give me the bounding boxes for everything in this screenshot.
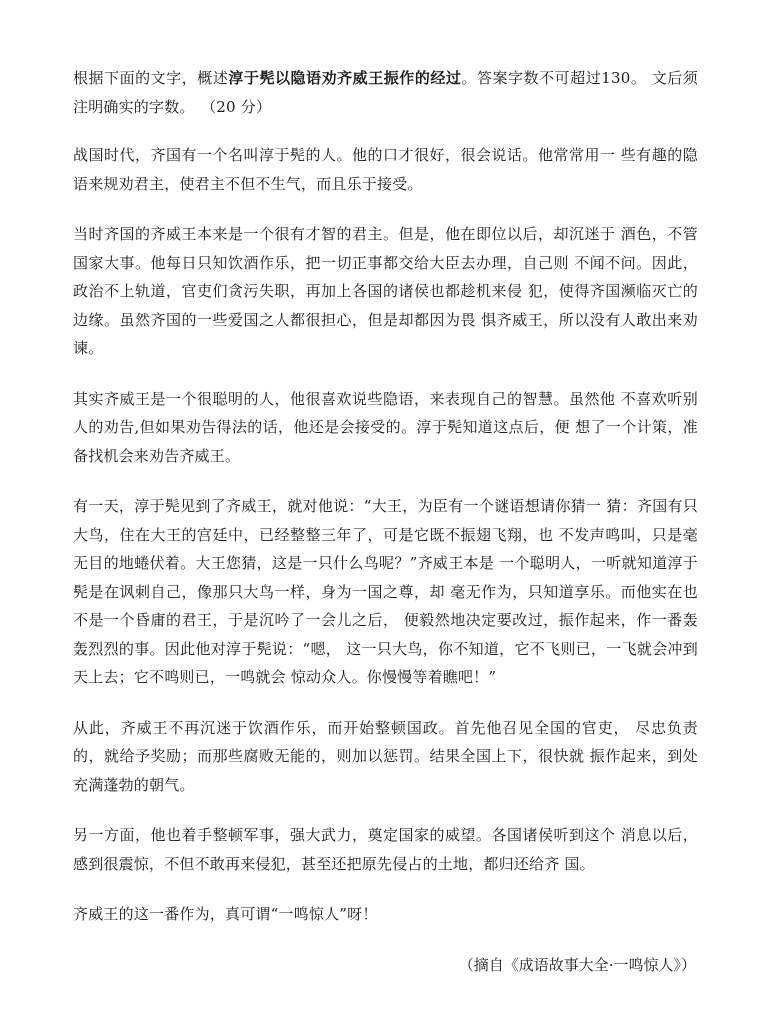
question-prefix: 根据下面的文字，概述: [73, 69, 229, 87]
story-paragraph-6: 另一方面，他也着手整顿军事，强大武力，奠定国家的威望。各国诸侯听到这个 消息以后，感到很震惊，不但不敢再来侵犯，甚至还把原先侵占的土地，都归还给齐 国。: [73, 826, 698, 873]
question-emphasis: 淳于髡以隐语劝齐威王振作的经过: [228, 69, 462, 87]
question-prompt: [73, 64, 698, 121]
story-paragraph-2: 当时齐国的齐威王本来是一个很有才智的君主。但是，他在即位以后，却沉迷于 酒色，不管国家大事。他每日只知饮酒作乐，把一切正事都交给大臣去办理，自己则 不闻不问。因此，政治不上轨道，官吏们贪污失职，再加上各国的诸侯也都趁机来侵 犯，使得齐国濒临灭亡的边缘。虽然齐国的一些爱国之人都很担心，但是却都因为畏 惧齐威王，所以没有人敢出来劝谏。: [73, 225, 698, 357]
story-paragraph-1: 战国时代，齐国有一个名叫淳于髡的人。他的口才很好，很会说话。他常常用一 些有趣的隐语来规劝君主，使君主不但不生气，而且乐于接受。: [73, 146, 698, 193]
question-score: （20 分）: [208, 97, 272, 116]
story-paragraph-4: 有一天，淳于髡见到了齐威王，就对他说：“大王，为臣有一个谜语想请你猜一 猜：齐国有只大鸟，住在大王的宫廷中，已经整整三年了，可是它既不振翅飞翔，也 不发声鸣叫，只是毫无目的地蜷伏着。大王您猜，这是一只什么鸟呢？”齐威王本是 一个聪明人，一听就知道淳于髡是在讽刺自己，像那只大鸟一样，身为一国之尊，却 毫无作为，只知道享乐。而他实在也不是一个昏庸的君王，于是沉吟了一会儿之后， 便毅然地决定要改过，振作起来，作一番轰轰烈烈的事。因此他对淳于髡说：“嗯， 这一只大鸟，你不知道，它不飞则已，一飞就会冲到天上去；它不鸣则已，一鸣就会 惊动众人。你慢慢等着瞧吧！”: [73, 497, 698, 686]
story-paragraph-5: 从此，齐威王不再沉迷于饮酒作乐，而开始整顿国政。首先他召见全国的官吏， 尽忠负责的，就给予奖励；而那些腐败无能的，则加以惩罚。结果全国上下，很快就 振作起来，到处充满蓬勃的朝气。: [73, 718, 698, 794]
story-paragraph-7: 齐威王的这一番作为，真可谓“一鸣惊人”呀！: [73, 905, 378, 923]
story-paragraph-3: 其实齐威王是一个很聪明的人，他很喜欢说些隐语，来表现自己的智慧。虽然他 不喜欢听别人的劝告,但如果劝告得法的话，他还是会接受的。淳于髡知道这点后，便 想了一个计策，准备找机会来劝告齐威王。: [73, 389, 698, 465]
question-suffix: 。答案字数不可超过130。 文后须注明确实的字数。: [73, 69, 698, 116]
source-citation: （摘自《成语故事大全·一鸣惊人》）: [458, 955, 696, 974]
